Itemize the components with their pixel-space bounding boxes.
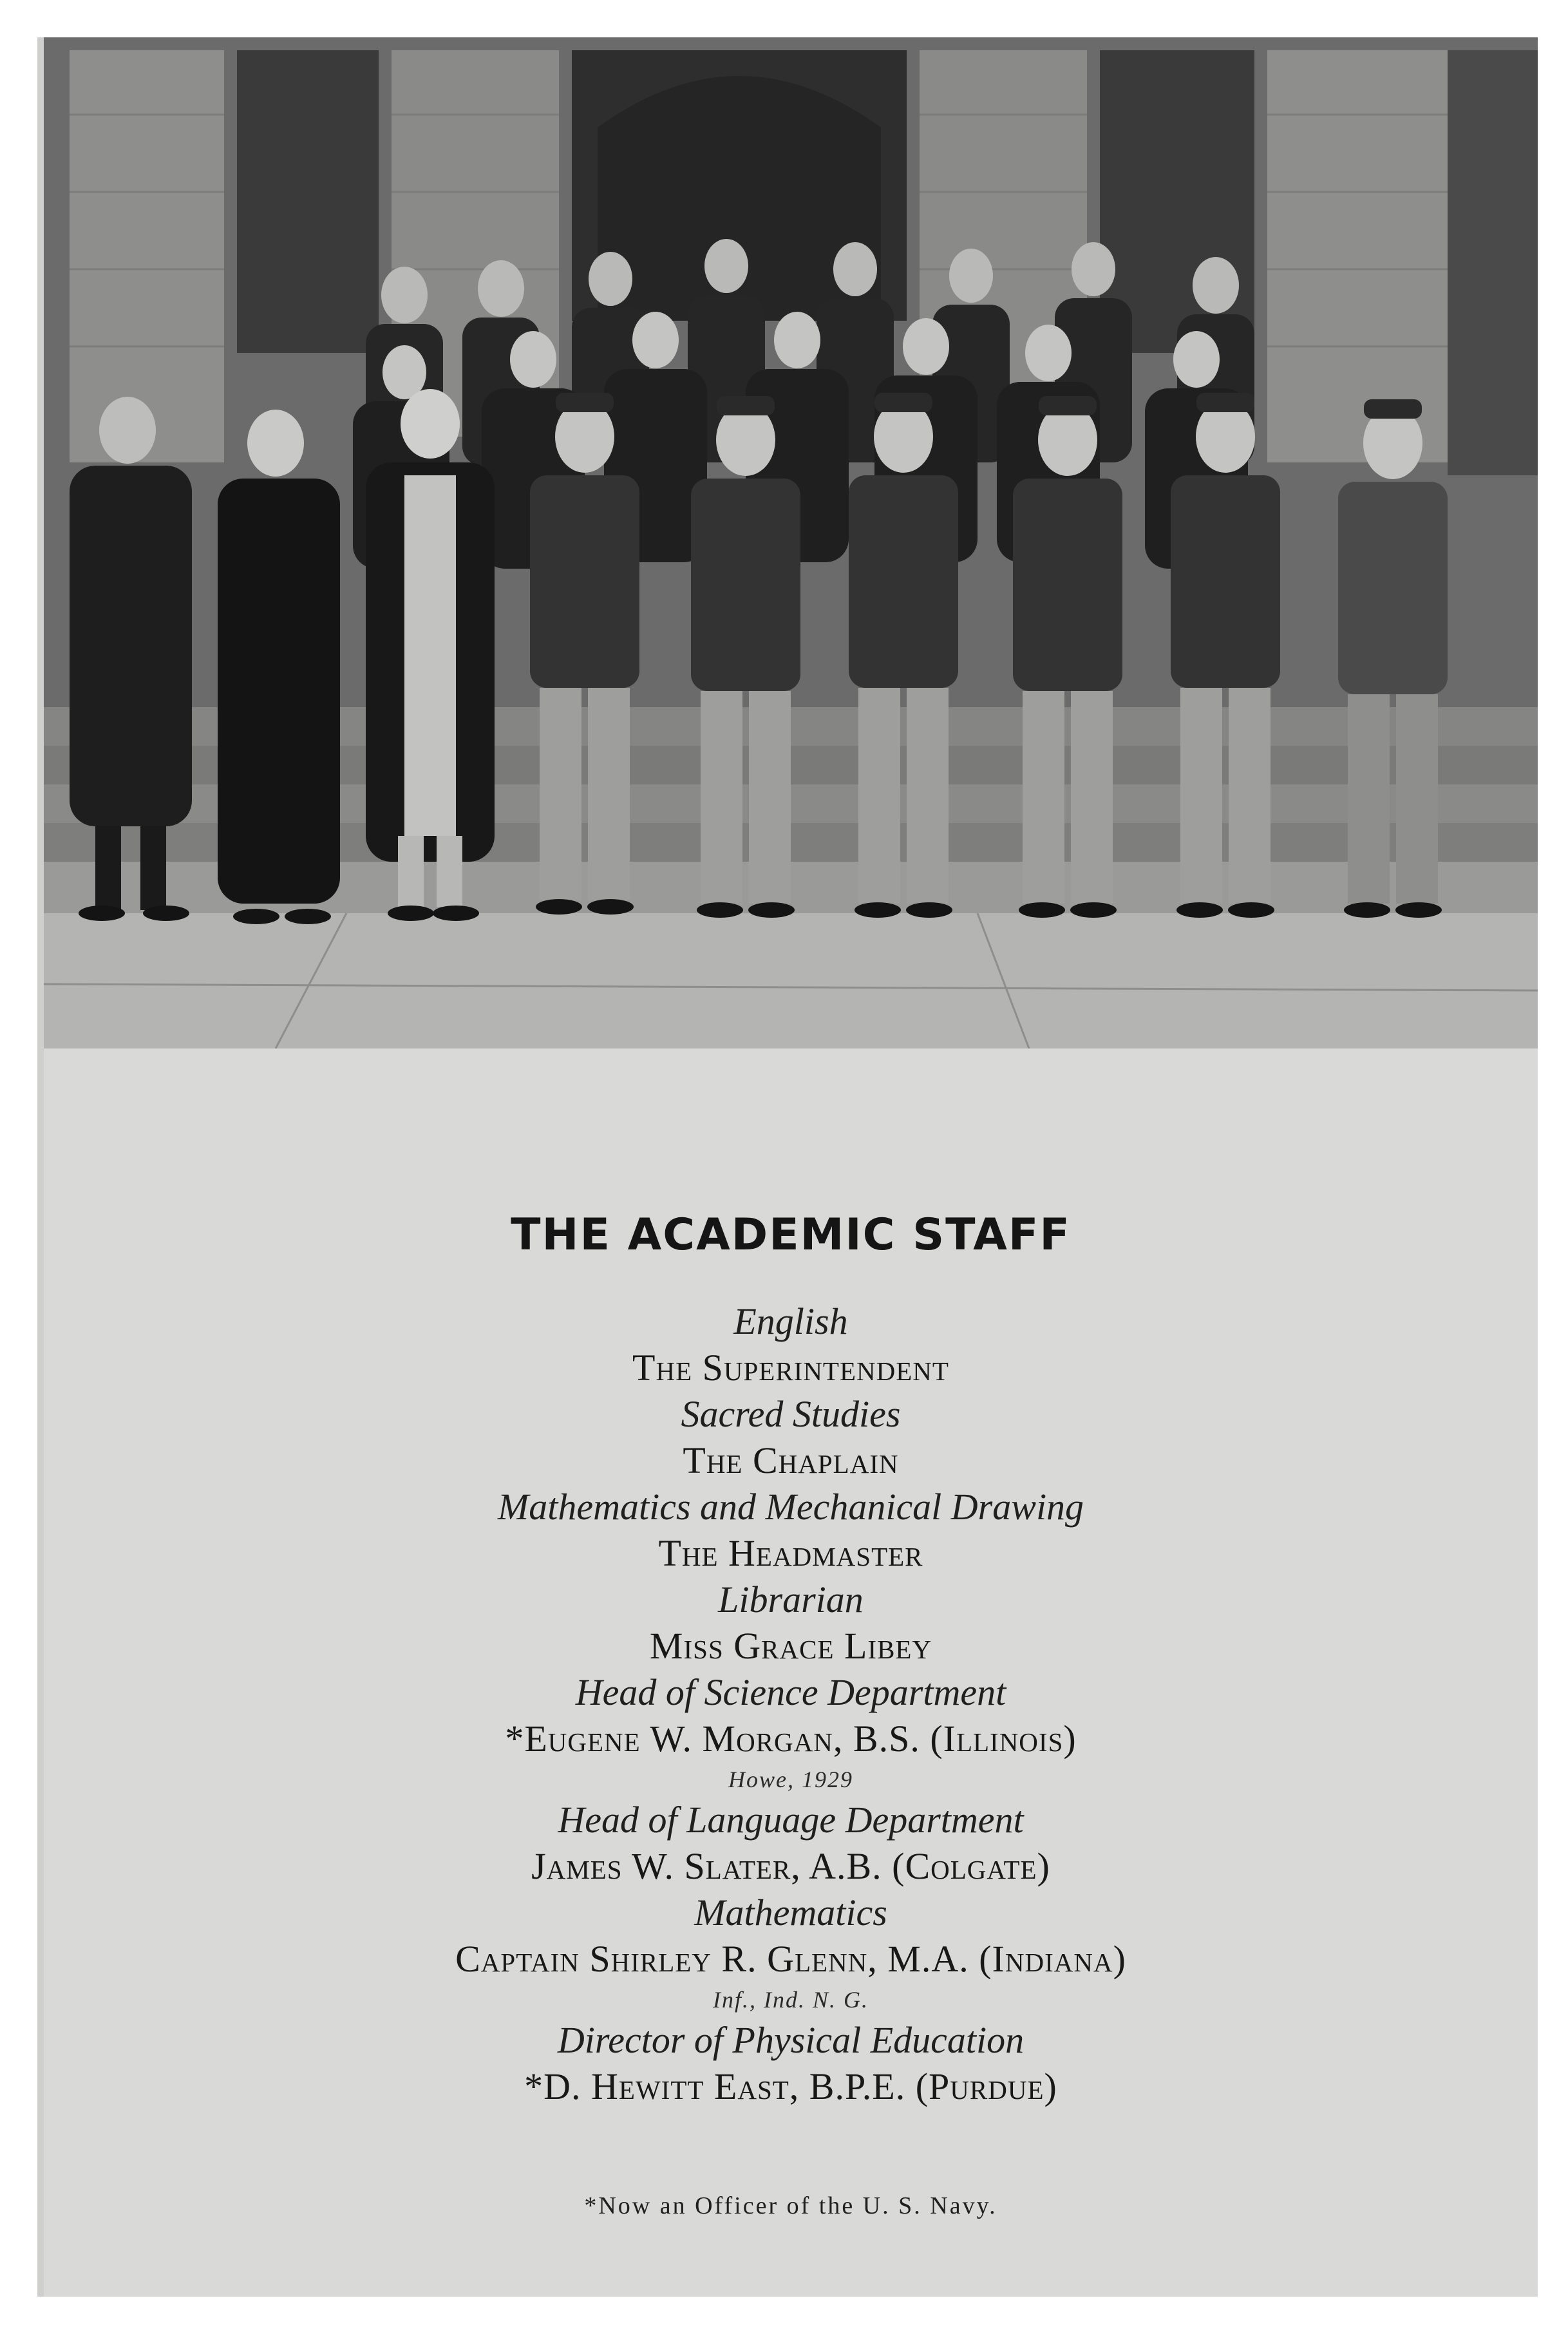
staff-entry-language-head — [44, 1797, 1538, 1890]
staff-entry-physical-education — [44, 2017, 1538, 2110]
staff-name: Captain Shirley R. Glenn, M.A. (Indiana) — [455, 1938, 1126, 1980]
document-page — [37, 37, 1538, 2297]
footnote: *Now an Officer of the U. S. Navy. — [584, 2192, 997, 2219]
staff-name: *D. Hewitt East, B.P.E. (Purdue) — [524, 2065, 1057, 2107]
staff-entry-english — [44, 1298, 1538, 1391]
department-label: English — [733, 1300, 848, 1342]
staff-entries — [44, 1298, 1538, 2110]
department-label: Mathematics and Mechanical Drawing — [497, 1486, 1084, 1528]
department-label: Head of Science Department — [575, 1671, 1006, 1713]
department-label: Head of Language Department — [558, 1799, 1024, 1841]
department-label: Librarian — [718, 1579, 864, 1620]
staff-name: The Headmaster — [658, 1532, 923, 1574]
staff-note: Inf., Ind. N. G. — [713, 1987, 869, 2013]
department-label: Director of Physical Education — [557, 2019, 1025, 2061]
staff-entry-science-head — [44, 1669, 1538, 1797]
page-title: THE ACADEMIC STAFF — [511, 1210, 1071, 1260]
staff-entry-mathematics-drawing — [44, 1484, 1538, 1577]
staff-name: The Chaplain — [683, 1439, 899, 1481]
staff-name: Miss Grace Libey — [649, 1625, 932, 1667]
staff-name: The Superintendent — [632, 1347, 949, 1389]
staff-entry-mathematics — [44, 1890, 1538, 2017]
department-label: Mathematics — [694, 1892, 887, 1933]
staff-group-photograph — [44, 37, 1538, 1048]
staff-listing — [44, 1048, 1538, 2297]
staff-note: Howe, 1929 — [728, 1767, 853, 1792]
staff-name: James W. Slater, A.B. (Colgate) — [531, 1845, 1050, 1887]
department-label: Sacred Studies — [681, 1393, 901, 1435]
staff-entry-sacred-studies — [44, 1391, 1538, 1484]
staff-entry-librarian — [44, 1577, 1538, 1669]
staff-name: *Eugene W. Morgan, B.S. (Illinois) — [505, 1718, 1077, 1760]
